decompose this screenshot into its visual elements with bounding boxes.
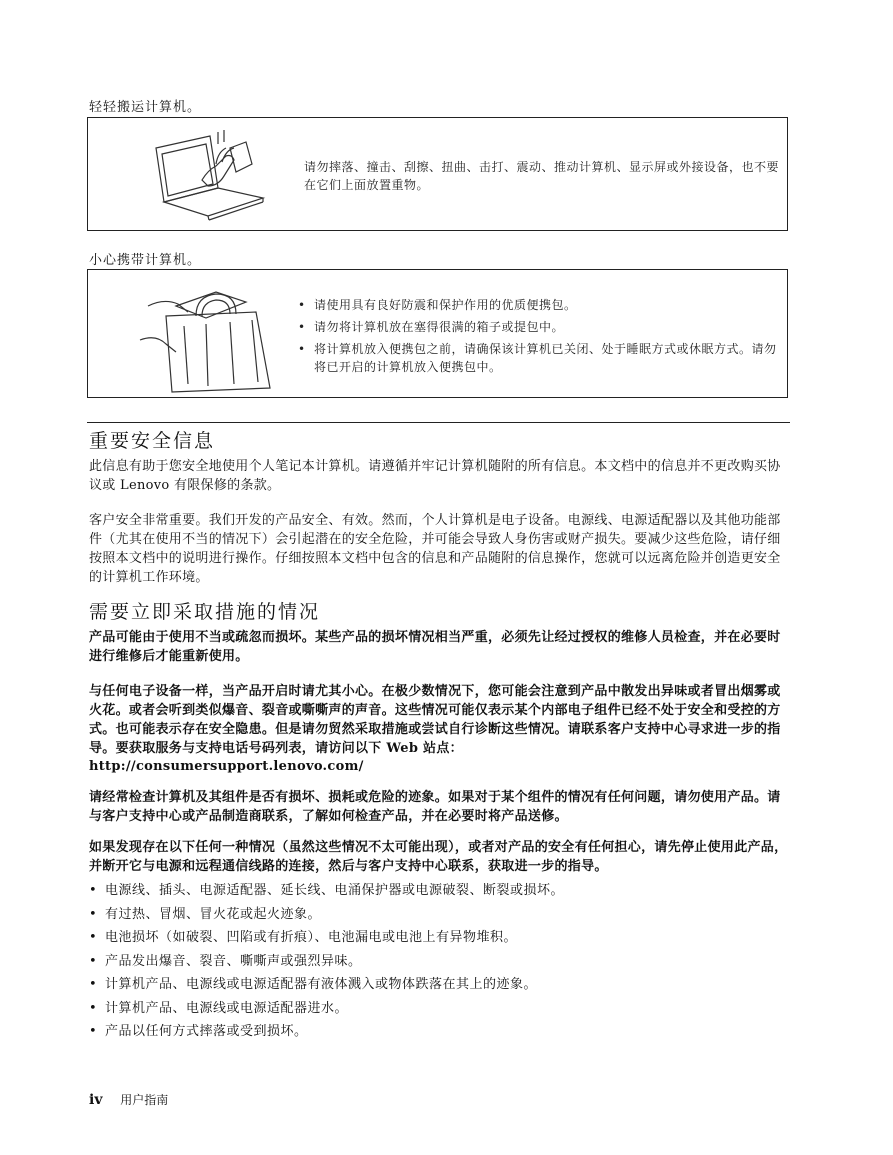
- list-item: • 请勿将计算机放在塞得很满的箱子或提包中。: [298, 318, 782, 336]
- list-item: • 将计算机放入便携包之前，请确保该计算机已关闭、处于睡眠方式或休眠方式。请勿将已开启的计算机放入便携包中。: [298, 340, 782, 376]
- handle-gently-box: [87, 117, 788, 231]
- immediate-paragraph-3: 请经常检查计算机及其组件是否有损坏、损耗或危险的迹象。如果对于某个组件的情况有任何问题，请勿使用产品。请与客户支持中心或产品制造商联系，了解如何检查产品，并在必要时将产品送修。: [89, 790, 781, 824]
- immediate-paragraph-2: 与任何电子设备一样，当产品开启时请尤其小心。在极少数情况下，您可能会注意到产品中散发出异味或者冒出烟雾或火花。或者会听到类似爆音、裂音或嘶嘶声的声音。这些情况可能仅表示某个内部电子组件已经不处于安全和受控的方式。也可能表示存在安全隐患。但是请勿贸然采取措施或尝试自行诊断这些情况。请联系客户支持中心寻求进一步的指导。要获取服务与支持电话号码列表，请访问以下 Web 站点：: [89, 684, 781, 756]
- important-safety-heading: 重要安全信息: [89, 430, 216, 452]
- support-url-link[interactable]: http://consumersupport.lenovo.com/: [89, 759, 364, 774]
- handle-gently-caption: 轻轻搬运计算机。: [89, 100, 202, 115]
- list-item: • 计算机产品、电源线或电源适配器有液体溅入或物体跌落在其上的迹象。: [89, 973, 790, 997]
- list-item: • 请使用具有良好防震和保护作用的优质便携包。: [298, 296, 782, 314]
- list-item: • 有过热、冒烟、冒火花或起火迹象。: [89, 903, 790, 927]
- list-item: • 计算机产品、电源线或电源适配器进水。: [89, 997, 790, 1021]
- list-item: • 产品以任何方式摔落或受到损坏。: [89, 1020, 790, 1044]
- carry-carefully-box: [87, 269, 788, 398]
- list-item: • 电池损坏（如破裂、凹陷或有折痕）、电池漏电或电池上有异物堆积。: [89, 926, 790, 950]
- section-divider: [87, 422, 790, 423]
- laptop-bag-illustration: [136, 276, 296, 394]
- immediate-action-heading: 需要立即采取措施的情况: [89, 601, 321, 623]
- page-footer: [89, 1091, 168, 1108]
- important-paragraph-2: 客户安全非常重要。我们开发的产品安全、有效。然而，个人计算机是电子设备。电源线、电源适配器以及其他功能部件（尤其在使用不当的情况下）会引起潜在的安全危险，并可能会导致人身伤害或财产损失。要减少这些危险，请仔细按照本文档中的说明进行操作。仔细按照本文档中包含的信息和产品随附的信息操作，您就可以远离危险并创造更安全的计算机工作环境。: [89, 513, 781, 585]
- footer-title: 用户指南: [120, 1093, 169, 1107]
- list-item: • 电源线、插头、电源适配器、延长线、电涌保护器或电源破裂、断裂或损坏。: [89, 879, 790, 903]
- laptop-drop-illustration: [138, 126, 288, 226]
- immediate-paragraph-1: 产品可能由于使用不当或疏忽而损坏。某些产品的损坏情况相当严重，必须先让经过授权的维修人员检查，并在必要时进行维修后才能重新使用。: [89, 630, 781, 664]
- list-item: • 产品发出爆音、裂音、嘶嘶声或强烈异味。: [89, 950, 790, 974]
- carry-carefully-caption: 小心携带计算机。: [89, 253, 202, 268]
- page-number: iv: [89, 1092, 103, 1108]
- important-paragraph-1: 此信息有助于您安全地使用个人笔记本计算机。请遵循并牢记计算机随附的所有信息。本文档中的信息并不更改购买协议或 Lenovo 有限保修的条款。: [89, 459, 781, 493]
- handle-gently-text: 请勿摔落、撞击、刮擦、扭曲、击打、震动、推动计算机、显示屏或外接设备，也不要在它们上面放置重物。: [304, 160, 780, 192]
- carry-carefully-list: [298, 296, 782, 376]
- immediate-paragraph-4: 如果发现存在以下任何一种情况（虽然这些情况不太可能出现），或者对产品的安全有任何担心，请先停止使用此产品，并断开它与电源和远程通信线路的连接，然后与客户支持中心联系，获取进一步的指导。: [89, 840, 788, 874]
- danger-conditions-list: [89, 879, 790, 1044]
